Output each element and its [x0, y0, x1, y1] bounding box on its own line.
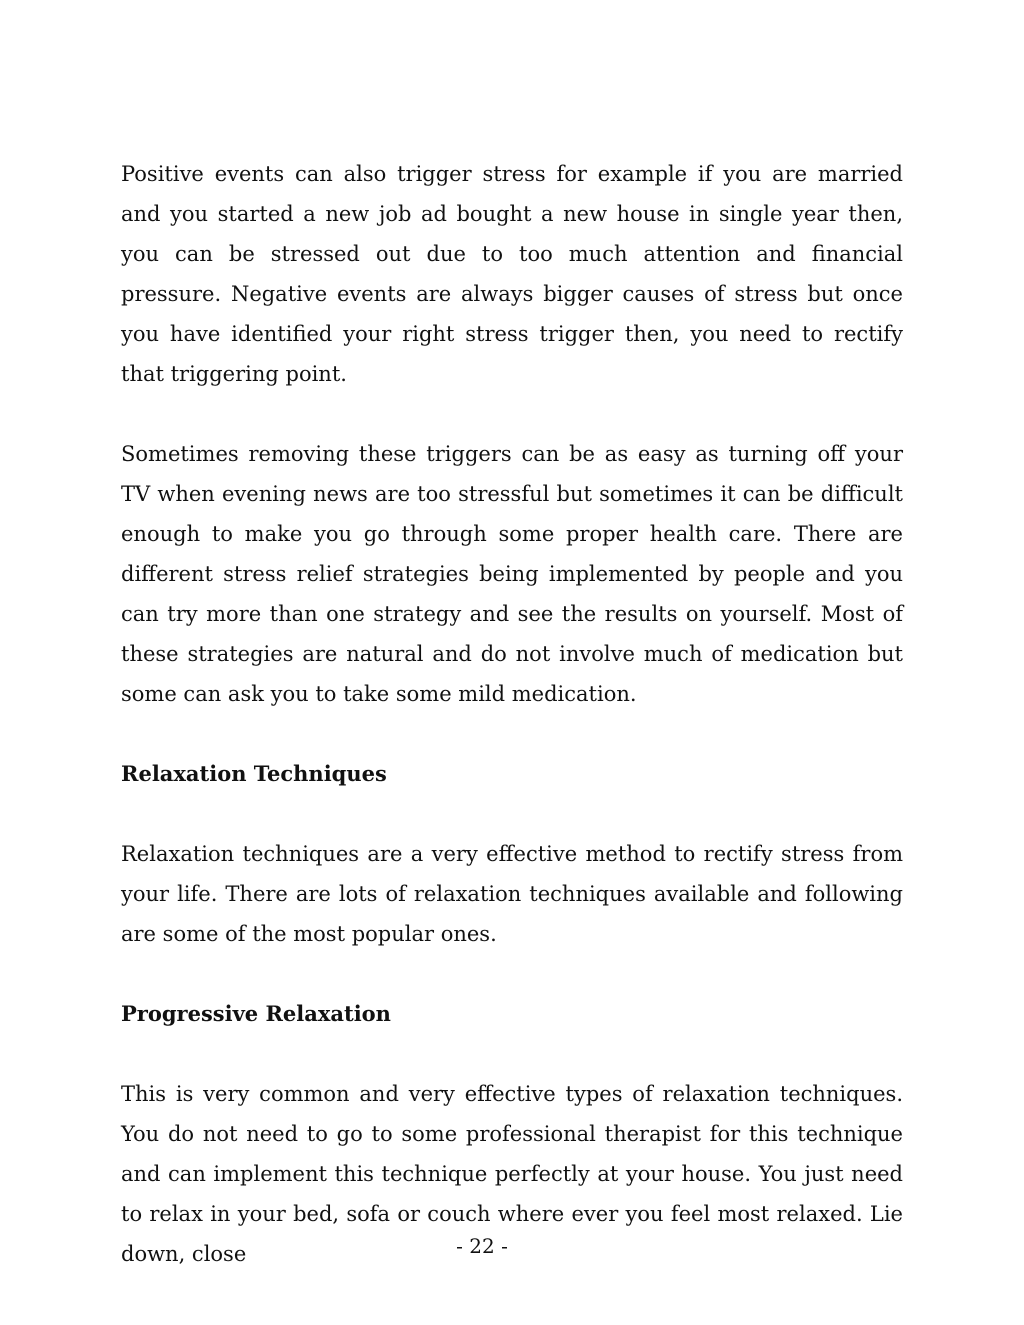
heading-relaxation-techniques: Relaxation Techniques — [121, 761, 387, 786]
paragraph-relaxation-techniques: Relaxation techniques are a very effective method to rectify stress from your life. There are lots of relaxation techniques available and following are some of the most popular ones. — [121, 842, 903, 946]
paragraph-positive-events: Positive events can also trigger stress for example if you are married and you started a new job ad bought a new house in single year then, you can be stressed out due to too much attention and financial pressure. Negative events are always bigger causes of stress but once you have identified your right stress trigger then, you need to rectify that triggering point. — [121, 162, 903, 386]
page-body — [121, 154, 903, 1274]
page-number: - 22 - — [456, 1234, 508, 1258]
paragraph-progressive-relaxation: This is very common and very effective types of relaxation techniques. You do not need to go to some professional therapist for this technique and can implement this technique perfectly at your house. You just need to relax in your bed, sofa or couch where ever you feel most relaxed. Lie down, close — [121, 1082, 903, 1266]
heading-progressive-relaxation: Progressive Relaxation — [121, 1001, 391, 1026]
paragraph-removing-triggers: Sometimes removing these triggers can be as easy as turning off your TV when evening news are too stressful but sometimes it can be difficult enough to make you go through some proper health care. There are different stress relief strategies being implemented by people and you can try more than one strategy and see the results on yourself. Most of these strategies are natural and do not involve much of medication but some can ask you to take some mild medication. — [121, 442, 903, 706]
